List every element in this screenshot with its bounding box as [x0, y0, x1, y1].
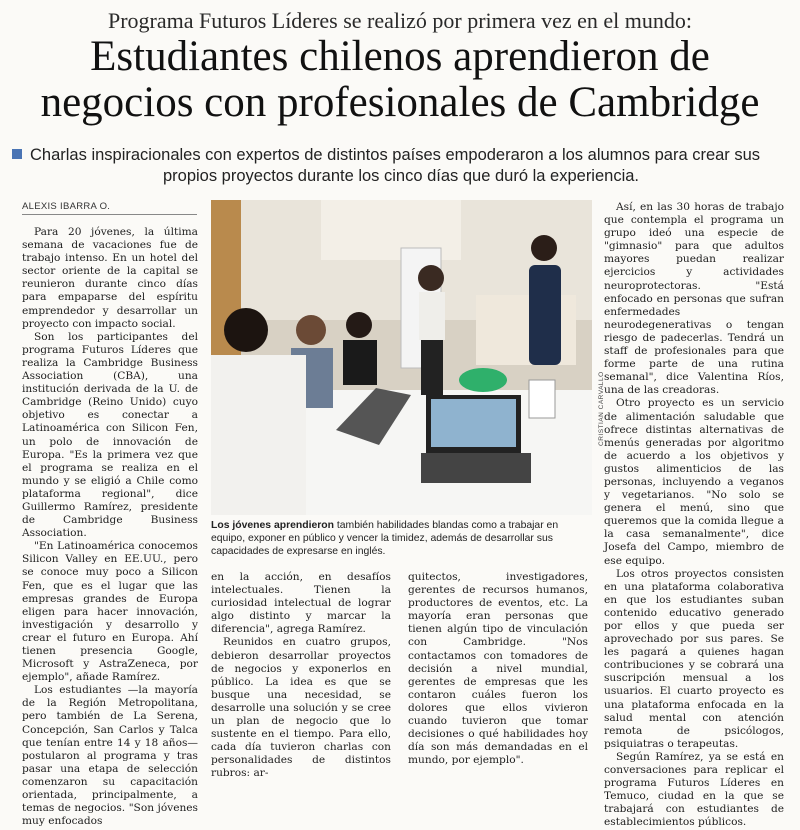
- deck: [12, 145, 790, 187]
- paragraph: Los otros proyectos consisten en una plataforma colaborativa en que los estudiantes suban contenido educativo generado por ellos y que pueda ser aprovechado por sus pares. Se les pagará a quienes hagan contribuciones y se cobrará una suscripción mensual a los usuarios. El cuarto proyecto es una plataforma enfocada en la salud mental con atención remota de psicólogos, psiquiatras o terapeutas.: [604, 567, 784, 750]
- paragraph: Los estudiantes —la mayoría de la Región Metropolitana, pero también de La Serena, Concepción, San Carlos y Talca que tenían entre 14 y 18 años— postularon al programa y tras pasar una etapa de selección comenzaron su capacitación orientada, principalmente, a temas de negocios. "Son jóvenes muy enfocados: [22, 684, 198, 828]
- paragraph: Reunidos en cuatro grupos, debieron desarrollar proyectos de negocios y exponerlos en público. La idea es que se busque una necesidad, se desarrolle una solución y se cree un plan de negocio que lo sustente en el tiempo. Para ello, cada día tuvieron charlas con personalidades de distintos rubros: ar-: [211, 636, 391, 780]
- paragraph: Según Ramírez, ya se está en conversaciones para replicar el programa Futuros Líderes en Temuco, ciudad en la que se trabajará con estudiantes de establecimientos públicos.: [604, 750, 784, 829]
- square-bullet-icon: [12, 149, 22, 159]
- paragraph: Para 20 jóvenes, la última semana de vacaciones fue de trabajo intenso. En un hotel del sector oriente de la capital se reunieron durante cinco días para empaparse del espíritu emprendedor y desarrollar un proyecto con impacto social.: [22, 226, 198, 330]
- caption-lead: Los jóvenes aprendieron: [211, 520, 334, 531]
- column-4: [604, 201, 784, 830]
- paragraph: Otro proyecto es un servicio de alimentación saludable que ofrece distintas alternativas de menús generadas por algoritmo de acuerdo a los objetivos y gustos alimenticios de las personas, incluyendo a veganos y vegetarianos. "No solo se genera el menú, sino que queremos que la comida llegue a la casa semanalmente", dice Josefa del Campo, miembro de ese equipo.: [604, 397, 784, 567]
- byline: ALEXIS IBARRA O.: [22, 201, 197, 215]
- column-3: [408, 571, 588, 767]
- caption-text: también habilidades blandas como a trabajar en equipo, exponer en público y vencer la timidez, además de desarrollar sus capacidades de expresarse en inglés.: [211, 520, 559, 557]
- deck-line-1-text: Charlas inspiracionales con expertos de distintos países empoderaron a los alumnos para crear sus: [30, 146, 761, 164]
- deck-line-2: propios proyectos durante los cinco días que duró la experiencia.: [162, 167, 640, 185]
- headline-line-1: Estudiantes chilenos aprendieron de: [90, 33, 710, 80]
- photo-caption: [211, 519, 593, 558]
- paragraph: Así, en las 30 horas de trabajo que contempla el programa un grupo ideó una especie de "gimnasio" para que adultos mayores puedan realizar ejercicios y actividades neuroprotectoras. "Está enfocado en personas que sufran enfermedades neurodegenerativas o tengan riesgo de padecerlas. Tendrá un staff de profesionales para que forme parte de una rutina semanal", dice Valentina Ríos, una de las creadoras.: [604, 201, 784, 397]
- photo-illustration: [211, 200, 592, 515]
- paragraph: Son los participantes del programa Futuros Líderes que realiza la Cambridge Business Association (CBA), una institución derivada de la U. de Cambridge (Reino Unido) cuyo objetivo es conectar a Latinoamérica con Silicon Fen, un polo de innovación de Europa. "Es la primera vez que el programa se realiza en el mundo y se eligió a Chile como plataforma regional", dice Guillermo Ramírez, presidente de Cambridge Business Association.: [22, 330, 198, 540]
- paragraph: quitectos, investigadores, gerentes de recursos humanos, productores de eventos, etc. La mayoría eran personas que tienen algún tipo de vinculación con Cambridge. "Nos contactamos con tomadores de decisión a nivel mundial, gerentes de empresas que les contaron cuáles fueron los dolores que ellos vivieron cuando tuvieron que tomar decisiones o qué habilidades hoy día son más demandadas en el mundo, por ejemplo".: [408, 571, 588, 767]
- column-2: [211, 571, 391, 781]
- paragraph: "En Latinoamérica conocemos Silicon Valley en EE.UU., pero se conoce muy poco a Silicon Fen, que es el lugar que las empresas grandes de Europa eligen para hacer innovación, investigación y desarrollo y crear el futuro en Europa. Ahí tienen presencia Google, Microsoft y AstraZeneca, por ejemplo", añade Ramírez.: [22, 540, 198, 684]
- headline-line-2: negocios con profesionales de Cambridge: [40, 79, 760, 126]
- kicker: Programa Futuros Líderes se realizó por primera vez en el mundo:: [107, 8, 693, 33]
- column-1: [22, 226, 198, 828]
- headline: [0, 34, 800, 126]
- paragraph: en la acción, en desafíos intelectuales. Tienen la curiosidad intelectual de lograr algo distinto y marcar la diferencia", agrega Ramírez.: [211, 571, 391, 636]
- news-photo: [211, 200, 592, 515]
- photo-credit: CRISTIAN CARVALLO: [598, 371, 605, 446]
- deck-line-1: [12, 145, 790, 166]
